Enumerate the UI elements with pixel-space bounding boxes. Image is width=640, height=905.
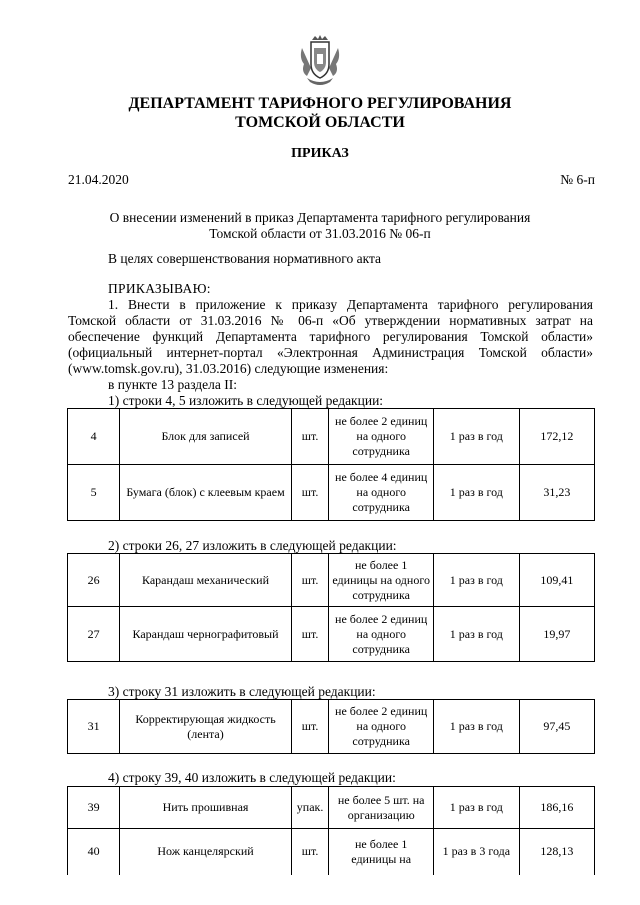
cell-norm: не более 1 единицы на одного сотрудника (329, 554, 434, 607)
coat-of-arms-icon (299, 34, 341, 86)
item-intro: в пункте 13 раздела II: (108, 377, 238, 392)
department-region: ТОМСКОЙ ОБЛАСТИ (235, 114, 405, 131)
cell-unit: шт. (291, 607, 329, 662)
order-word: ПРИКАЗЫВАЮ: (108, 281, 211, 296)
cell-num: 31 (68, 700, 120, 754)
cell-unit: шт. (291, 829, 329, 875)
cell-norm: не более 1 единицы на (329, 829, 434, 875)
clause-1-line: 1. Внести в приложение к приказу Департамента тарифного регулирования (108, 297, 593, 312)
cell-name: Корректирующая жидкость (лента) (120, 700, 291, 754)
cell-price: 186,16 (519, 787, 594, 829)
cell-norm: не более 2 единиц на одного сотрудника (329, 607, 434, 662)
cell-unit: шт. (291, 700, 329, 754)
cell-unit: упак. (291, 787, 329, 829)
cell-unit: шт. (291, 465, 329, 521)
subject-line-2: Томской области от 31.03.2016 № 06-п (209, 226, 431, 241)
department-name: ДЕПАРТАМЕНТ ТАРИФНОГО РЕГУЛИРОВАНИЯ (128, 95, 512, 112)
cell-norm: не более 2 единиц на одного сотрудника (329, 409, 434, 465)
preamble: В целях совершенствования нормативного акта (108, 251, 382, 266)
section-heading: 2) строки 26, 27 изложить в следующей редакции: (108, 538, 397, 553)
cell-frequency: 1 раз в год (433, 700, 519, 754)
clause-1-line: Томской области от 31.03.2016 № 06-п «Об утверждении нормативных затрат на (68, 313, 593, 328)
data-table (67, 408, 595, 521)
cell-frequency: 1 раз в год (433, 607, 519, 662)
clause-1-line: (www.tomsk.gov.ru), 31.03.2016) следующие изменения: (68, 361, 389, 376)
cell-price: 172,12 (519, 409, 594, 465)
cell-norm: не более 2 единиц на одного сотрудника (329, 700, 434, 754)
cell-price: 19,97 (519, 607, 594, 662)
cell-unit: шт. (291, 554, 329, 607)
cell-unit: шт. (291, 409, 329, 465)
clause-1-line: обеспечение функций Департамента тарифного регулирования Томской области» (68, 329, 593, 344)
cell-name: Блок для записей (120, 409, 291, 465)
cell-num: 5 (68, 465, 120, 521)
table-row (68, 700, 595, 754)
clause-1-line: (официальный интернет-портал «Электронная Администрация Томской области» (68, 345, 593, 360)
cell-frequency: 1 раз в год (433, 554, 519, 607)
cell-price: 109,41 (519, 554, 594, 607)
subject-line-1: О внесении изменений в приказ Департамента тарифного регулирования (109, 210, 531, 225)
data-table (67, 699, 595, 754)
cell-num: 4 (68, 409, 120, 465)
cell-name: Карандаш механический (120, 554, 291, 607)
cell-frequency: 1 раз в год (433, 465, 519, 521)
cell-name: Нож канцелярский (120, 829, 291, 875)
cell-num: 26 (68, 554, 120, 607)
data-table (67, 786, 595, 875)
table-row (68, 465, 595, 521)
cell-num: 27 (68, 607, 120, 662)
order-date: 21.04.2020 (68, 172, 129, 187)
section-heading: 3) строку 31 изложить в следующей редакции: (108, 684, 376, 699)
document-type: ПРИКАЗ (291, 146, 349, 161)
data-table (67, 553, 595, 662)
cell-num: 39 (68, 787, 120, 829)
cell-num: 40 (68, 829, 120, 875)
cell-name: Нить прошивная (120, 787, 291, 829)
cell-price: 128,13 (519, 829, 594, 875)
section-heading: 1) строки 4, 5 изложить в следующей редакции: (108, 393, 384, 408)
cell-name: Бумага (блок) с клеевым краем (120, 465, 291, 521)
table-row (68, 554, 595, 607)
section-heading: 4) строку 39, 40 изложить в следующей редакции: (108, 770, 396, 785)
table-row (68, 409, 595, 465)
cell-norm: не более 4 единиц на одного сотрудника (329, 465, 434, 521)
cell-frequency: 1 раз в год (433, 787, 519, 829)
clause-1 (68, 297, 593, 377)
cell-price: 31,23 (519, 465, 594, 521)
order-number: № 6-п (560, 172, 595, 187)
cell-name: Карандаш чернографитовый (120, 607, 291, 662)
table-row (68, 829, 595, 875)
cell-frequency: 1 раз в 3 года (433, 829, 519, 875)
cell-price: 97,45 (519, 700, 594, 754)
table-row (68, 607, 595, 662)
cell-frequency: 1 раз в год (433, 409, 519, 465)
table-row (68, 787, 595, 829)
cell-norm: не более 5 шт. на организацию (329, 787, 434, 829)
